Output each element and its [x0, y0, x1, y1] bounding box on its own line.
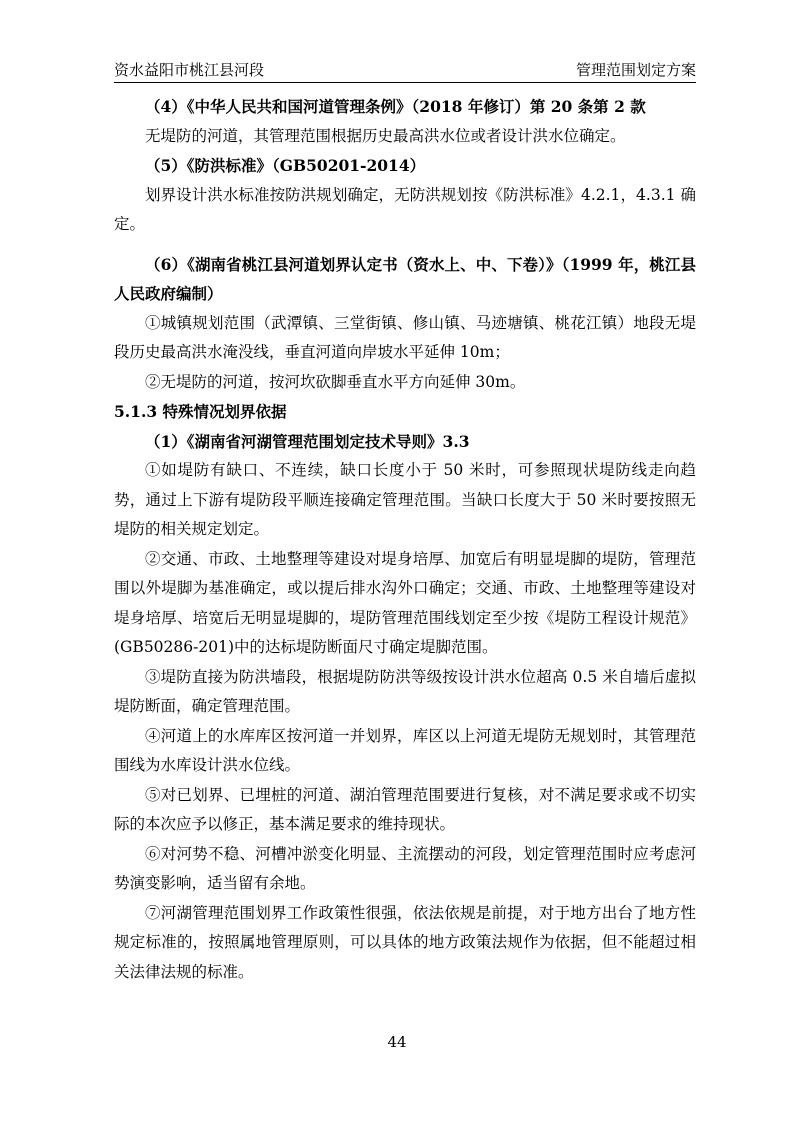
section-heading-5-1-3: 5.1.3 特殊情况划界依据: [114, 402, 287, 421]
paragraph: 无堤防的河道，其管理范围根据历史最高洪水位或者设计洪水位确定。: [145, 126, 626, 145]
paragraph: ①如堤防有缺口、不连续，缺口长度小于 50 米时，可参照现状堤防线走向趋势，通过上下游有堤防段平顺连接确定管理范围。当缺口长度大于 50 米时要按照无堤防的相关规定划定。: [114, 461, 696, 538]
paragraph: ③堤防直接为防洪墙段，根据堤防防洪等级按设计洪水位超高 0.5 米自墙后虚拟堤防断面，确定管理范围。: [114, 667, 696, 715]
page-number: 44: [387, 1033, 407, 1051]
page-header: [114, 56, 696, 83]
heading-flood-standard: （5）《防洪标准》（GB50201-2014）: [145, 156, 426, 175]
paragraph: 划界设计洪水标准按防洪规划确定，无防洪规划按《防洪标准》4.2.1，4.3.1 确定。: [114, 185, 696, 233]
heading-demarcation-certificate: （6）《湖南省桃江县河道划界认定书（资水上、中、下卷）》（1999 年，桃江县人民政府编制）: [114, 254, 696, 303]
heading-technical-guideline: （1）《湖南省河湖管理范围划定技术导则》3.3: [145, 431, 470, 451]
paragraph: ⑥对河势不稳、河槽冲淤变化明显、主流摆动的河段，划定管理范围时应考虑河势演变影响，适当留有余地。: [114, 844, 696, 892]
paragraph: ②交通、市政、土地整理等建设对堤身培厚、加宽后有明显堤脚的堤防，管理范围以外堤脚为基准确定，或以提后排水沟外口确定；交通、市政、土地整理等建设对堤身培厚、培宽后无明显堤脚的，堤防管理范围线划定至少按《堤防工程设计规范》(GB50286-201)中的达标堤防断面尺寸确定堤脚范围。: [114, 549, 696, 656]
document-body: [114, 92, 696, 987]
header-left-title: 资水益阳市桃江县河段: [114, 61, 265, 79]
paragraph: ②无堤防的河道，按河坎砍脚垂直水平方向延伸 30m。: [145, 372, 526, 391]
paragraph: ⑤对已划界、已埋桩的河道、湖泊管理范围要进行复核，对不满足要求或不切实际的本次应予以修正，基本满足要求的维持现状。: [114, 785, 696, 833]
header-right-title: 管理范围划定方案: [575, 61, 696, 79]
paragraph: ④河道上的水库库区按河道一并划界，库区以上河道无堤防无规划时，其管理范围线为水库设计洪水位线。: [114, 726, 696, 774]
paragraph: ①城镇规划范围（武潭镇、三堂街镇、修山镇、马迹塘镇、桃花江镇）地段无堤段历史最高洪水淹没线，垂直河道向岸坡水平延伸 10m；: [114, 313, 696, 361]
heading-regulation-article: （4）《中华人民共和国河道管理条例》（2018 年修订）第 20 条第 2 款: [145, 97, 646, 116]
paragraph: ⑦河湖管理范围划界工作政策性很强，依法依规是前提，对于地方出台了地方性规定标准的，按照属地管理原则，可以具体的地方政策法规作为依据，但不能超过相关法律法规的标准。: [114, 903, 696, 981]
